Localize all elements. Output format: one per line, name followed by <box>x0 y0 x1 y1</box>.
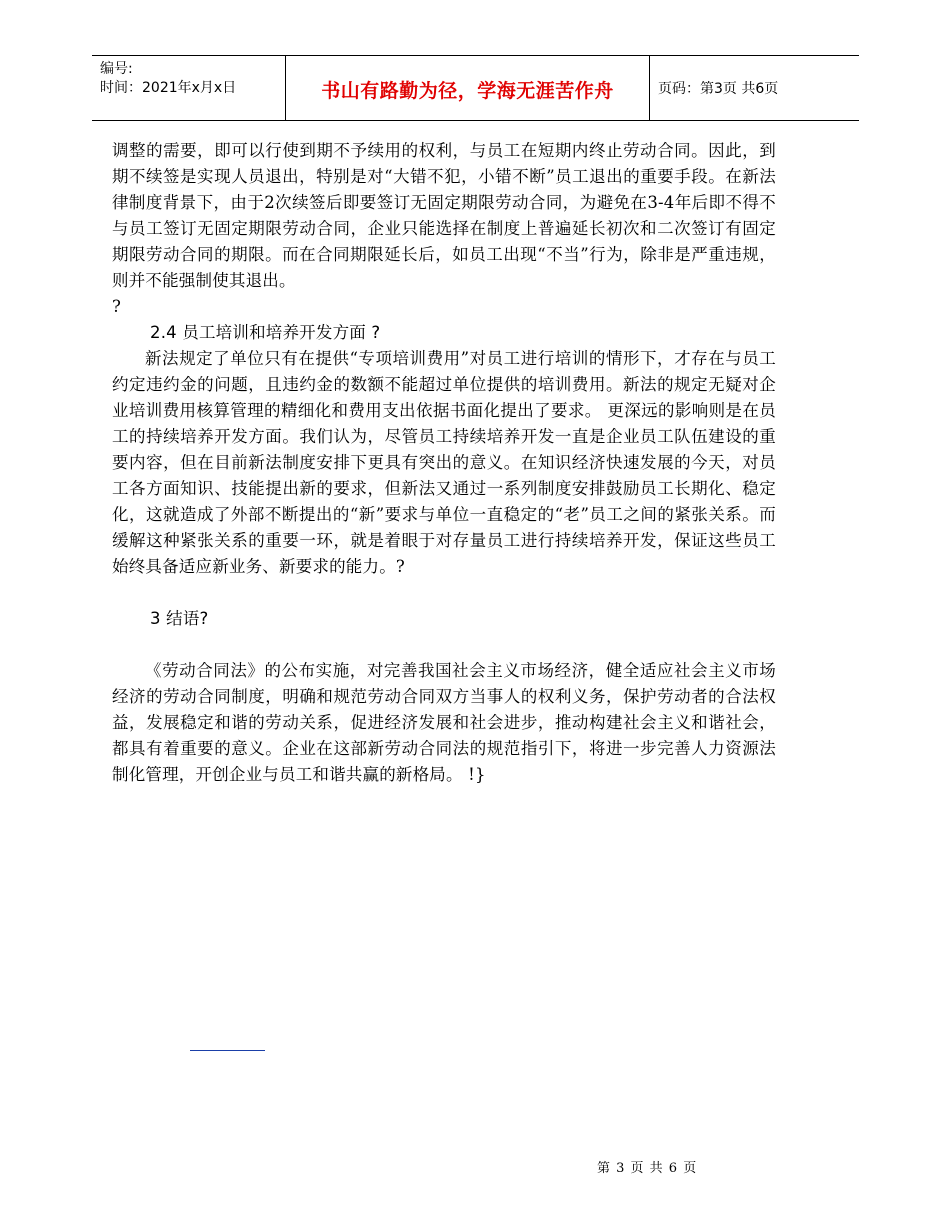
footnote-separator <box>190 1050 265 1051</box>
page-header <box>92 55 859 121</box>
section-heading-3: 3 结语? <box>150 609 209 628</box>
page-footer-number: 第 3 页 共 6 页 <box>597 1161 698 1176</box>
document-number-label: 编号: <box>100 61 133 77</box>
paragraph-spacer <box>112 632 776 658</box>
header-page-info: 页码：第3页 共6页 <box>658 81 779 97</box>
section-heading-2-4: 2.4 员工培训和培养开发方面 ? <box>150 323 381 342</box>
body-paragraph-3: 《劳动合同法》的公布实施，对完善我国社会主义市场经济，健全适应社会主义市场经济的劳动合同制度，明确和规范劳动合同双方当事人的权利义务，保护劳动者的合法权益，发展稳定和谐的劳动关系，促进经济发展和社会进步，推动构建社会主义和谐社会，都具有着重要的意义。企业在这部新劳动合同法的规范指引下，将进一步完善人力资源法制化管理，开创企业与员工和谐共赢的新格局。 !} <box>112 661 776 784</box>
document-body <box>112 138 776 788</box>
document-time-label: 时间：2021年x月x日 <box>100 80 237 96</box>
body-paragraph-1-tail: ? <box>112 297 122 316</box>
header-meta <box>92 56 286 120</box>
header-motto-cell <box>286 56 650 120</box>
body-paragraph-2: 新法规定了单位只有在提供“专项培训费用”对员工进行培训的情形下，才存在与员工约定违约金的问题，且违约金的数额不能超过单位提供的培训费用。新法的规定无疑对企业培训费用核算管理的精细化和费用支出依据书面化提出了要求。 更深远的影响则是在员工的持续培养开发方面。我们认为，尽管员工持续培养开发一直是企业员工队伍建设的重要内容，但在目前新法制度安排下更具有突出的意义。在知识经济快速发展的今天，对员工各方面知识、技能提出新的要求，但新法又通过一系列制度安排鼓励员工长期化、稳定化，这就造成了外部不断提出的“新”要求与单位一直稳定的“老”员工之间的紧张关系。而缓解这种紧张关系的重要一环，就是着眼于对存量员工进行持续培养开发，保证这些员工始终具备适应新业务、新要求的能力。? <box>112 349 776 576</box>
paragraph-spacer <box>112 580 776 606</box>
body-paragraph-1: 调整的需要，即可以行使到期不予续用的权利，与员工在短期内终止劳动合同。因此，到期不续签是实现人员退出，特别是对“大错不犯，小错不断”员工退出的重要手段。在新法律制度背景下，由于2次续签后即要签订无固定期限劳动合同，为避免在3-4年后即不得不与员工签订无固定期限劳动合同，企业只能选择在制度上普遍延长初次和二次签订有固定期限劳动合同的期限。而在合同期限延长后，如员工出现“不当”行为，除非是严重违规，则并不能强制使其退出。 <box>112 141 776 290</box>
header-motto: 书山有路勤为径，学海无涯苦作舟 <box>321 79 614 102</box>
